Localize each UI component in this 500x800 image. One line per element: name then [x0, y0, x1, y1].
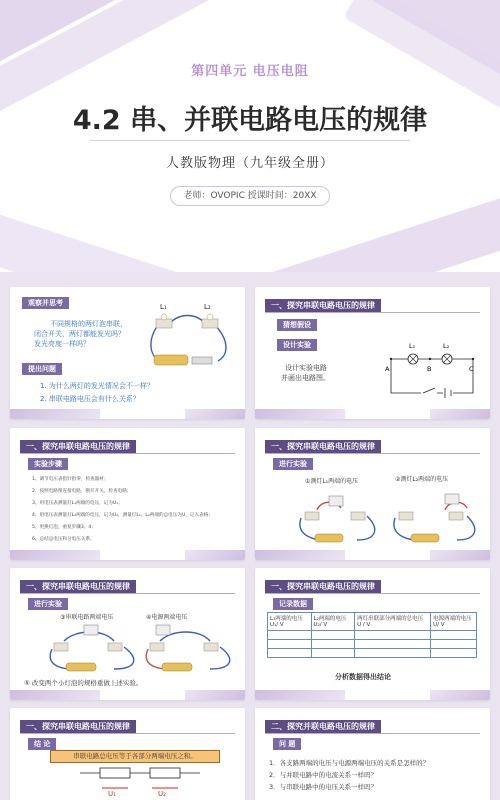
tag-steps: 实验步骤 [28, 458, 68, 470]
label-l1: L₁ [160, 303, 167, 311]
table-row[interactable] [268, 640, 477, 649]
voltage-diagram [80, 766, 200, 800]
slide-parallel[interactable] [255, 708, 490, 800]
teacher-badge: 老师：OVOPIC 授课时间：20XX [170, 186, 330, 206]
circuit-diagram [385, 339, 480, 401]
table-row[interactable] [268, 631, 477, 640]
label-b: B [427, 365, 432, 373]
label-c: C [469, 365, 474, 373]
step-item: 4、用电压表测量灯L₂两端的电压，记为U₂，测量灯L₁、L₂两端的总电压为U，记入表格； [32, 513, 213, 518]
conclusion-box: 串联电路总电压等于各部分两端电压之和。 [50, 750, 220, 763]
step-item: 6、总结总电压和分电压关系。 [32, 537, 95, 542]
caption: ③串联电路两端电压 [60, 614, 114, 621]
divider [90, 140, 410, 141]
problem-item: 2. 串联电路电压会有什么关系？ [40, 395, 140, 403]
question-line: 不同规格的两灯泡串联， [50, 320, 127, 328]
slide-data[interactable] [255, 568, 490, 700]
tag-observe: 观察并思考 [22, 297, 69, 309]
table-row[interactable] [268, 649, 477, 658]
table-header: L₂两端的电压U₂/ V [311, 613, 355, 631]
data-table [267, 612, 477, 658]
design-text: 设计实验电路 [285, 364, 327, 372]
step-item: 1、调节电压表指针指零，检查器材； [32, 477, 109, 482]
table-header: L₁两端的电压U₁/ V [268, 613, 312, 631]
decor-stripe [0, 206, 202, 272]
slide-experiment-2[interactable] [10, 568, 245, 700]
slide-experiment-1[interactable] [255, 428, 490, 560]
label-a: A [385, 365, 390, 373]
cover-slide [0, 0, 500, 272]
slide-header: 一、探究串联电路电压的规律 [265, 440, 381, 453]
tag-experiment: 进行实验 [28, 598, 68, 610]
slide-header: 一、探究串联电路电压的规律 [20, 440, 136, 453]
slide-steps[interactable] [10, 428, 245, 560]
design-text: 并画出电路图。 [281, 374, 330, 382]
slide-conclusion[interactable] [10, 708, 245, 800]
experiment-note: ⑤ 改变两个小灯泡的规格重做上述实验。 [24, 679, 143, 687]
page-title: 4.2 串、并联电路电压的规律 [72, 105, 428, 136]
tag-conclusion: 结 论 [28, 738, 56, 750]
label-l2: L₂ [443, 342, 450, 350]
tag-guess: 猜想假设 [277, 319, 317, 331]
subtitle: 人教版物理（九年级全册） [165, 156, 334, 171]
question-item: 3．与串联电路中的电压关系一样吗？ [269, 783, 378, 791]
analysis-label: 分析数据得出结论 [335, 673, 391, 681]
question-line: 闭合开关，两灯都能发光吗？ [34, 330, 125, 338]
table-header: 电源两端的电压U/ V [431, 613, 477, 631]
slide-observe[interactable] [10, 287, 245, 419]
slide-header: 一、探究串联电路电压的规律 [20, 580, 136, 593]
slide-header: 一、探究串联电路电压的规律 [265, 580, 381, 593]
caption: ①测灯L₁两端的电压 [305, 478, 359, 485]
series-circuit-photo [140, 299, 240, 369]
unit-label: 第四单元 电压电阻 [191, 64, 309, 79]
slide-header: 一、探究串联电路电压的规律 [265, 299, 381, 312]
problem-item: 1. 为什么两灯的发光情况会不一样？ [40, 382, 154, 390]
caption: ④电源两端电压 [146, 614, 188, 621]
tag-question: 问 题 [273, 738, 301, 750]
slide-header: 二、探究并联电路电压的规律 [265, 720, 381, 733]
question-line: 发光亮度一样吗？ [34, 340, 90, 348]
experiment-photos [295, 488, 485, 548]
step-item: 5、更换灯泡，重复步骤3、4； [32, 525, 96, 530]
caption: ②测灯L₂两端的电压 [395, 476, 449, 483]
label-u1: U₁ [108, 790, 116, 798]
slide-header: 一、探究串联电路电压的规律 [20, 720, 136, 733]
question-item: 2．与并联电路中的电流关系一样吗？ [269, 771, 378, 779]
question-item: 1．各支路两端的电压与电源两端电压的关系是怎样的？ [269, 759, 430, 767]
step-item: 3、用电压表测量灯L₁两端的电压，记为U₁； [32, 501, 123, 506]
experiment-photos [44, 623, 240, 675]
slide-design[interactable] [255, 287, 490, 419]
step-item: 2、按照电路图连接电路，断开开关，检查电路； [32, 489, 132, 494]
tag-design: 设计实验 [277, 339, 317, 351]
label-l1: L₁ [409, 342, 416, 350]
tag-record: 记录数据 [273, 598, 313, 610]
label-u2: U₂ [158, 790, 166, 798]
table-header: 两灯串联部分两端的总电压 U / V [355, 613, 431, 631]
tag-problem: 提出问题 [22, 363, 62, 375]
tag-experiment: 进行实验 [273, 458, 313, 470]
label-l2: L₂ [204, 303, 211, 311]
